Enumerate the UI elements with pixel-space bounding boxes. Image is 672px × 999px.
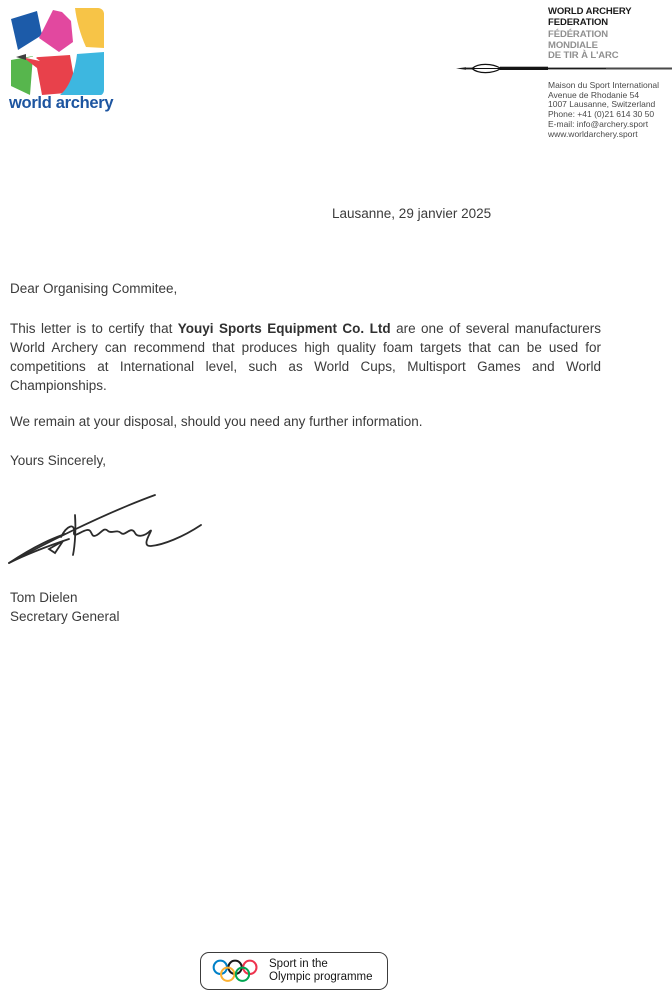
org-name-en-line1: WORLD ARCHERY [548,6,632,17]
para1-text-after: are one of several manufacturers World Archery can recommend that produces high quality foam targets that can be used for competitions at International level, such as World Cups, Multisport Games and World Championships. [10,321,602,393]
para1-text-before: This letter is to certify that [10,321,178,336]
signer-title: Secretary General [10,609,120,624]
address-website: www.worldarchery.sport [548,128,638,139]
address-phone: Phone: +41 (0)21 614 30 50 [548,109,655,120]
salutation: Dear Organising Commitee, [10,281,178,296]
address-email: E-mail: info@archery.sport [548,118,649,129]
org-name-fr-line3: DE TIR À L'ARC [548,50,619,61]
org-name-fr-line1: FÉDÉRATION [548,29,609,40]
org-name-fr-line2: MONDIALE [548,39,598,51]
olympic-rings-icon [212,958,260,984]
signer-name: Tom Dielen [10,590,78,605]
olympic-programme-badge [200,952,388,990]
body-paragraph-2: We remain at your disposal, should you need any further information. [10,414,423,429]
org-name-en-line2: FEDERATION [548,16,609,28]
dateline: Lausanne, 29 janvier 2025 [332,206,492,221]
badge-text [269,958,373,984]
body-paragraph-1 [10,319,601,395]
world-archery-wordmark: world archery [9,94,114,112]
closing: Yours Sincerely, [10,453,107,468]
company-name: Youyi Sports Equipment Co. Ltd [177,321,391,336]
address-line-2: Avenue de Rhodanie 54 [548,89,640,100]
badge-text-line2: Olympic programme [269,971,373,983]
org-name-block [548,7,668,62]
badge-text-line1: Sport in the [269,958,328,970]
arrow-graphic-icon [456,61,672,76]
address-block [548,81,672,139]
signature-icon [5,487,215,572]
world-archery-logo-icon [10,8,104,96]
address-line-3: 1007 Lausanne, Switzerland [548,99,656,110]
address-line-1: Maison du Sport International [548,80,660,90]
